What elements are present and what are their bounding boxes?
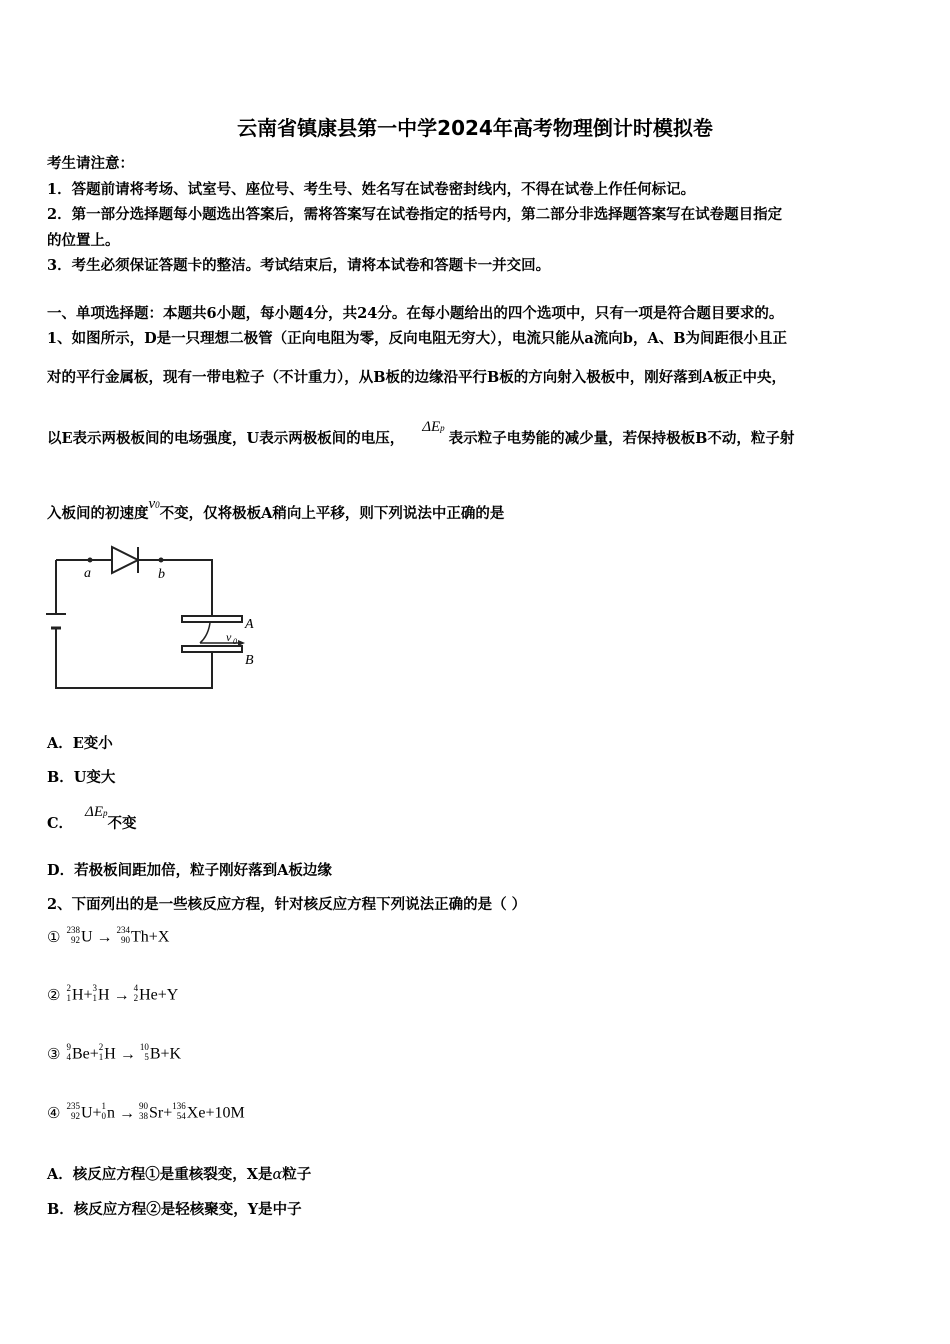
q1-option-b: B．U变大 [47, 769, 116, 786]
label-v: v [226, 630, 232, 644]
q1-line2: 对的平行金属板，现有一带电粒子（不计重力），从B板的边缘沿平行B板的方向射入极板中，刚好落到A板正中央， [47, 369, 787, 386]
q2-option-a: A．核反应方程①是重核裂变，X是α粒子 [47, 1166, 312, 1183]
q2-equation-3: ③ 9 4 Be+ 2 1 H → 10 5 B+K [47, 1042, 182, 1063]
label-a: a [84, 566, 91, 581]
q1-line4 [47, 496, 505, 523]
particle-trajectory [200, 623, 210, 643]
alpha-symbol: α [272, 1167, 283, 1183]
notice-item-1: 1．答题前请将考场、试室号、座位号、考生号、姓名写在试卷密封线内，不得在试卷上作任何标记。 [47, 181, 696, 198]
q2-equation-1: ① 238 92 U → 234 90 Th+X [47, 925, 170, 946]
notice-item-2-cont: 的位置上。 [47, 232, 120, 249]
q1-option-c: C．ΔEp不变 [47, 804, 137, 832]
q2-equation-2: ② 2 1 H+ 3 1 H → 4 2 He+Y [47, 983, 179, 1004]
q2-equation-4: ④ 235 92 U+ 1 0 n → 90 38 Sr+ 136 54 Xe+10M [47, 1101, 245, 1122]
q1-option-a: A．E变小 [47, 735, 113, 752]
delta-ep-symbol: ΔEp [422, 419, 445, 435]
q1-option-d: D．若极板间距加倍，粒子刚好落到A板边缘 [47, 862, 332, 879]
q1-line3-part1: 以E表示两极板间的电场强度，U表示两极板间的电压， [47, 430, 405, 447]
q1-line3 [47, 419, 795, 448]
q1-line3-part2: 表示粒子电势能的减少量，若保持极板B不动，粒子射 [448, 430, 795, 447]
v0-symbol: v0 [148, 496, 160, 512]
q1-line4-part1: 入板间的初速度 [47, 505, 149, 522]
q1-line1: 1、如图所示，D是一只理想二极管（正向电阻为零，反向电阻无穷大），电流只能从a流向b，A、B为间距很小且正 [47, 330, 787, 347]
section1-heading: 一、单项选择题：本题共6小题，每小题4分，共24分。在每小题给出的四个选项中，只有一项是符合题目要求的。 [47, 305, 784, 322]
label-plate-B: B [245, 653, 254, 668]
label-b: b [158, 567, 165, 582]
q1-line4-part2: 不变，仅将极板A稍向上平移，则下列说法中正确的是 [159, 505, 505, 522]
q2-option-b: B．核反应方程②是轻核聚变，Y是中子 [47, 1201, 302, 1218]
node-a [88, 558, 93, 563]
notice-item-3: 3．考生必须保证答题卡的整洁。考试结束后，请将本试卷和答题卡一并交回。 [47, 257, 551, 274]
label-v-sub: 0 [233, 637, 237, 646]
label-plate-A: A [245, 617, 254, 632]
node-b [159, 558, 164, 563]
diode-icon [112, 547, 138, 573]
q2-stem: 2、下面列出的是一些核反应方程，针对核反应方程下列说法正确的是（ ） [47, 896, 527, 913]
circuit-diagram [40, 540, 280, 700]
notice-item-2: 2．第一部分选择题每小题选出答案后，需将答案写在试卷指定的括号内，第二部分非选择题答案写在试卷题目指定 [47, 206, 783, 223]
notice-heading: 考生请注意： [47, 155, 134, 172]
delta-ep-symbol-c: ΔEp [85, 804, 108, 820]
page-title: 云南省镇康县第一中学2024年高考物理倒计时模拟卷 [237, 116, 713, 140]
